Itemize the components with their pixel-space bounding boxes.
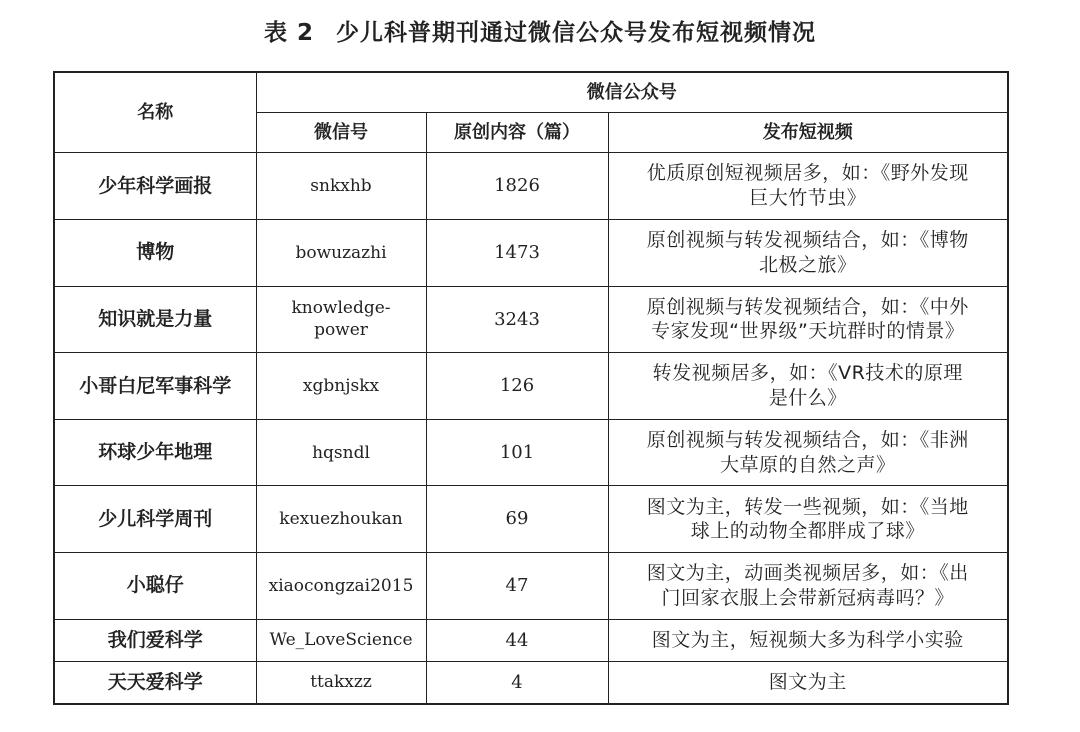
cell-count: 1826 xyxy=(426,153,608,220)
desc-line-2: 北极之旅》 xyxy=(758,253,857,276)
cell-wechat-id: xgbnjskx xyxy=(256,353,426,420)
desc-line-1: 原创视频与转发视频结合，如：《博物 xyxy=(646,229,969,251)
cell-desc: 图文为主，短视频大多为科学小实验 xyxy=(608,619,1008,661)
table-caption xyxy=(0,14,1080,47)
cell-name: 小哥白尼军事科学 xyxy=(54,353,256,420)
desc-line-1: 图文为主，转发一些视频，如：《当地 xyxy=(646,495,969,518)
header-original-count: 原创内容（篇） xyxy=(426,112,608,152)
cell-count: 47 xyxy=(426,553,608,620)
desc-line-1: 优质原创短视频居多，如：《野外发现 xyxy=(646,162,969,185)
table-title: 少儿科普期刊通过微信公众号发布短视频情况 xyxy=(336,20,816,46)
cell-count: 44 xyxy=(426,619,608,661)
table-row xyxy=(54,219,1008,286)
header-name: 名称 xyxy=(54,72,256,153)
cell-count: 126 xyxy=(426,353,608,420)
table-row xyxy=(54,619,1008,661)
desc-line-2: 门回家衣服上会带新冠病毒吗？》 xyxy=(661,586,954,609)
cell-desc xyxy=(608,486,1008,553)
wechat-video-table xyxy=(53,71,1009,705)
table-row xyxy=(54,353,1008,420)
desc-line-1: 原创视频与转发视频结合，如：《中外 xyxy=(646,295,969,318)
cell-desc xyxy=(608,353,1008,420)
table-row xyxy=(54,486,1008,553)
wechat-id-line-2: power xyxy=(314,320,368,341)
cell-wechat-id: snkxhb xyxy=(256,153,426,220)
cell-wechat-id: We_LoveScience xyxy=(256,619,426,661)
cell-desc xyxy=(608,553,1008,620)
table-row xyxy=(54,419,1008,486)
cell-name: 少儿科学周刊 xyxy=(54,486,256,553)
cell-name: 少年科学画报 xyxy=(54,153,256,220)
desc-line-2: 球上的动物全都胖成了球》 xyxy=(690,520,925,543)
cell-wechat-id: xiaocongzai2015 xyxy=(256,553,426,620)
table-row xyxy=(54,553,1008,620)
desc-line-2: 是什么》 xyxy=(768,386,847,409)
cell-count: 3243 xyxy=(426,286,608,353)
desc-line-1: 原创视频与转发视频结合，如：《非洲 xyxy=(646,428,969,451)
header-row-top xyxy=(54,72,1008,112)
cell-name: 小聪仔 xyxy=(54,553,256,620)
cell-desc xyxy=(608,219,1008,286)
table-row xyxy=(54,286,1008,353)
table-row xyxy=(54,153,1008,220)
cell-desc xyxy=(608,153,1008,220)
cell-count: 4 xyxy=(426,662,608,704)
header-video-release: 发布短视频 xyxy=(608,112,1008,152)
table-number: 表 2 xyxy=(263,20,314,46)
header-group: 微信公众号 xyxy=(256,72,1008,112)
desc-line-2: 大草原的自然之声》 xyxy=(719,453,896,476)
table-row xyxy=(54,662,1008,704)
cell-desc: 图文为主 xyxy=(608,662,1008,704)
cell-name: 环球少年地理 xyxy=(54,419,256,486)
cell-wechat-id: bowuzazhi xyxy=(256,219,426,286)
cell-name: 博物 xyxy=(54,219,256,286)
cell-wechat-id: hqsndl xyxy=(256,419,426,486)
cell-wechat-id xyxy=(256,286,426,353)
cell-name: 我们爱科学 xyxy=(54,619,256,661)
cell-name: 天天爱科学 xyxy=(54,662,256,704)
desc-line-1: 图文为主，动画类视频居多，如：《出 xyxy=(646,562,969,585)
header-wechat-id: 微信号 xyxy=(256,112,426,152)
cell-count: 101 xyxy=(426,419,608,486)
cell-count: 1473 xyxy=(426,219,608,286)
cell-wechat-id: ttakxzz xyxy=(256,662,426,704)
cell-count: 69 xyxy=(426,486,608,553)
desc-line-2: 专家发现“世界级”天坑群时的情景》 xyxy=(651,320,965,343)
cell-desc xyxy=(608,419,1008,486)
cell-wechat-id: kexuezhoukan xyxy=(256,486,426,553)
desc-line-1: 转发视频居多，如：《VR技术的原理 xyxy=(652,362,963,385)
desc-line-2: 巨大竹节虫》 xyxy=(749,187,867,210)
cell-name: 知识就是力量 xyxy=(54,286,256,353)
cell-desc xyxy=(608,286,1008,353)
wechat-id-line-1: knowledge- xyxy=(291,298,391,319)
